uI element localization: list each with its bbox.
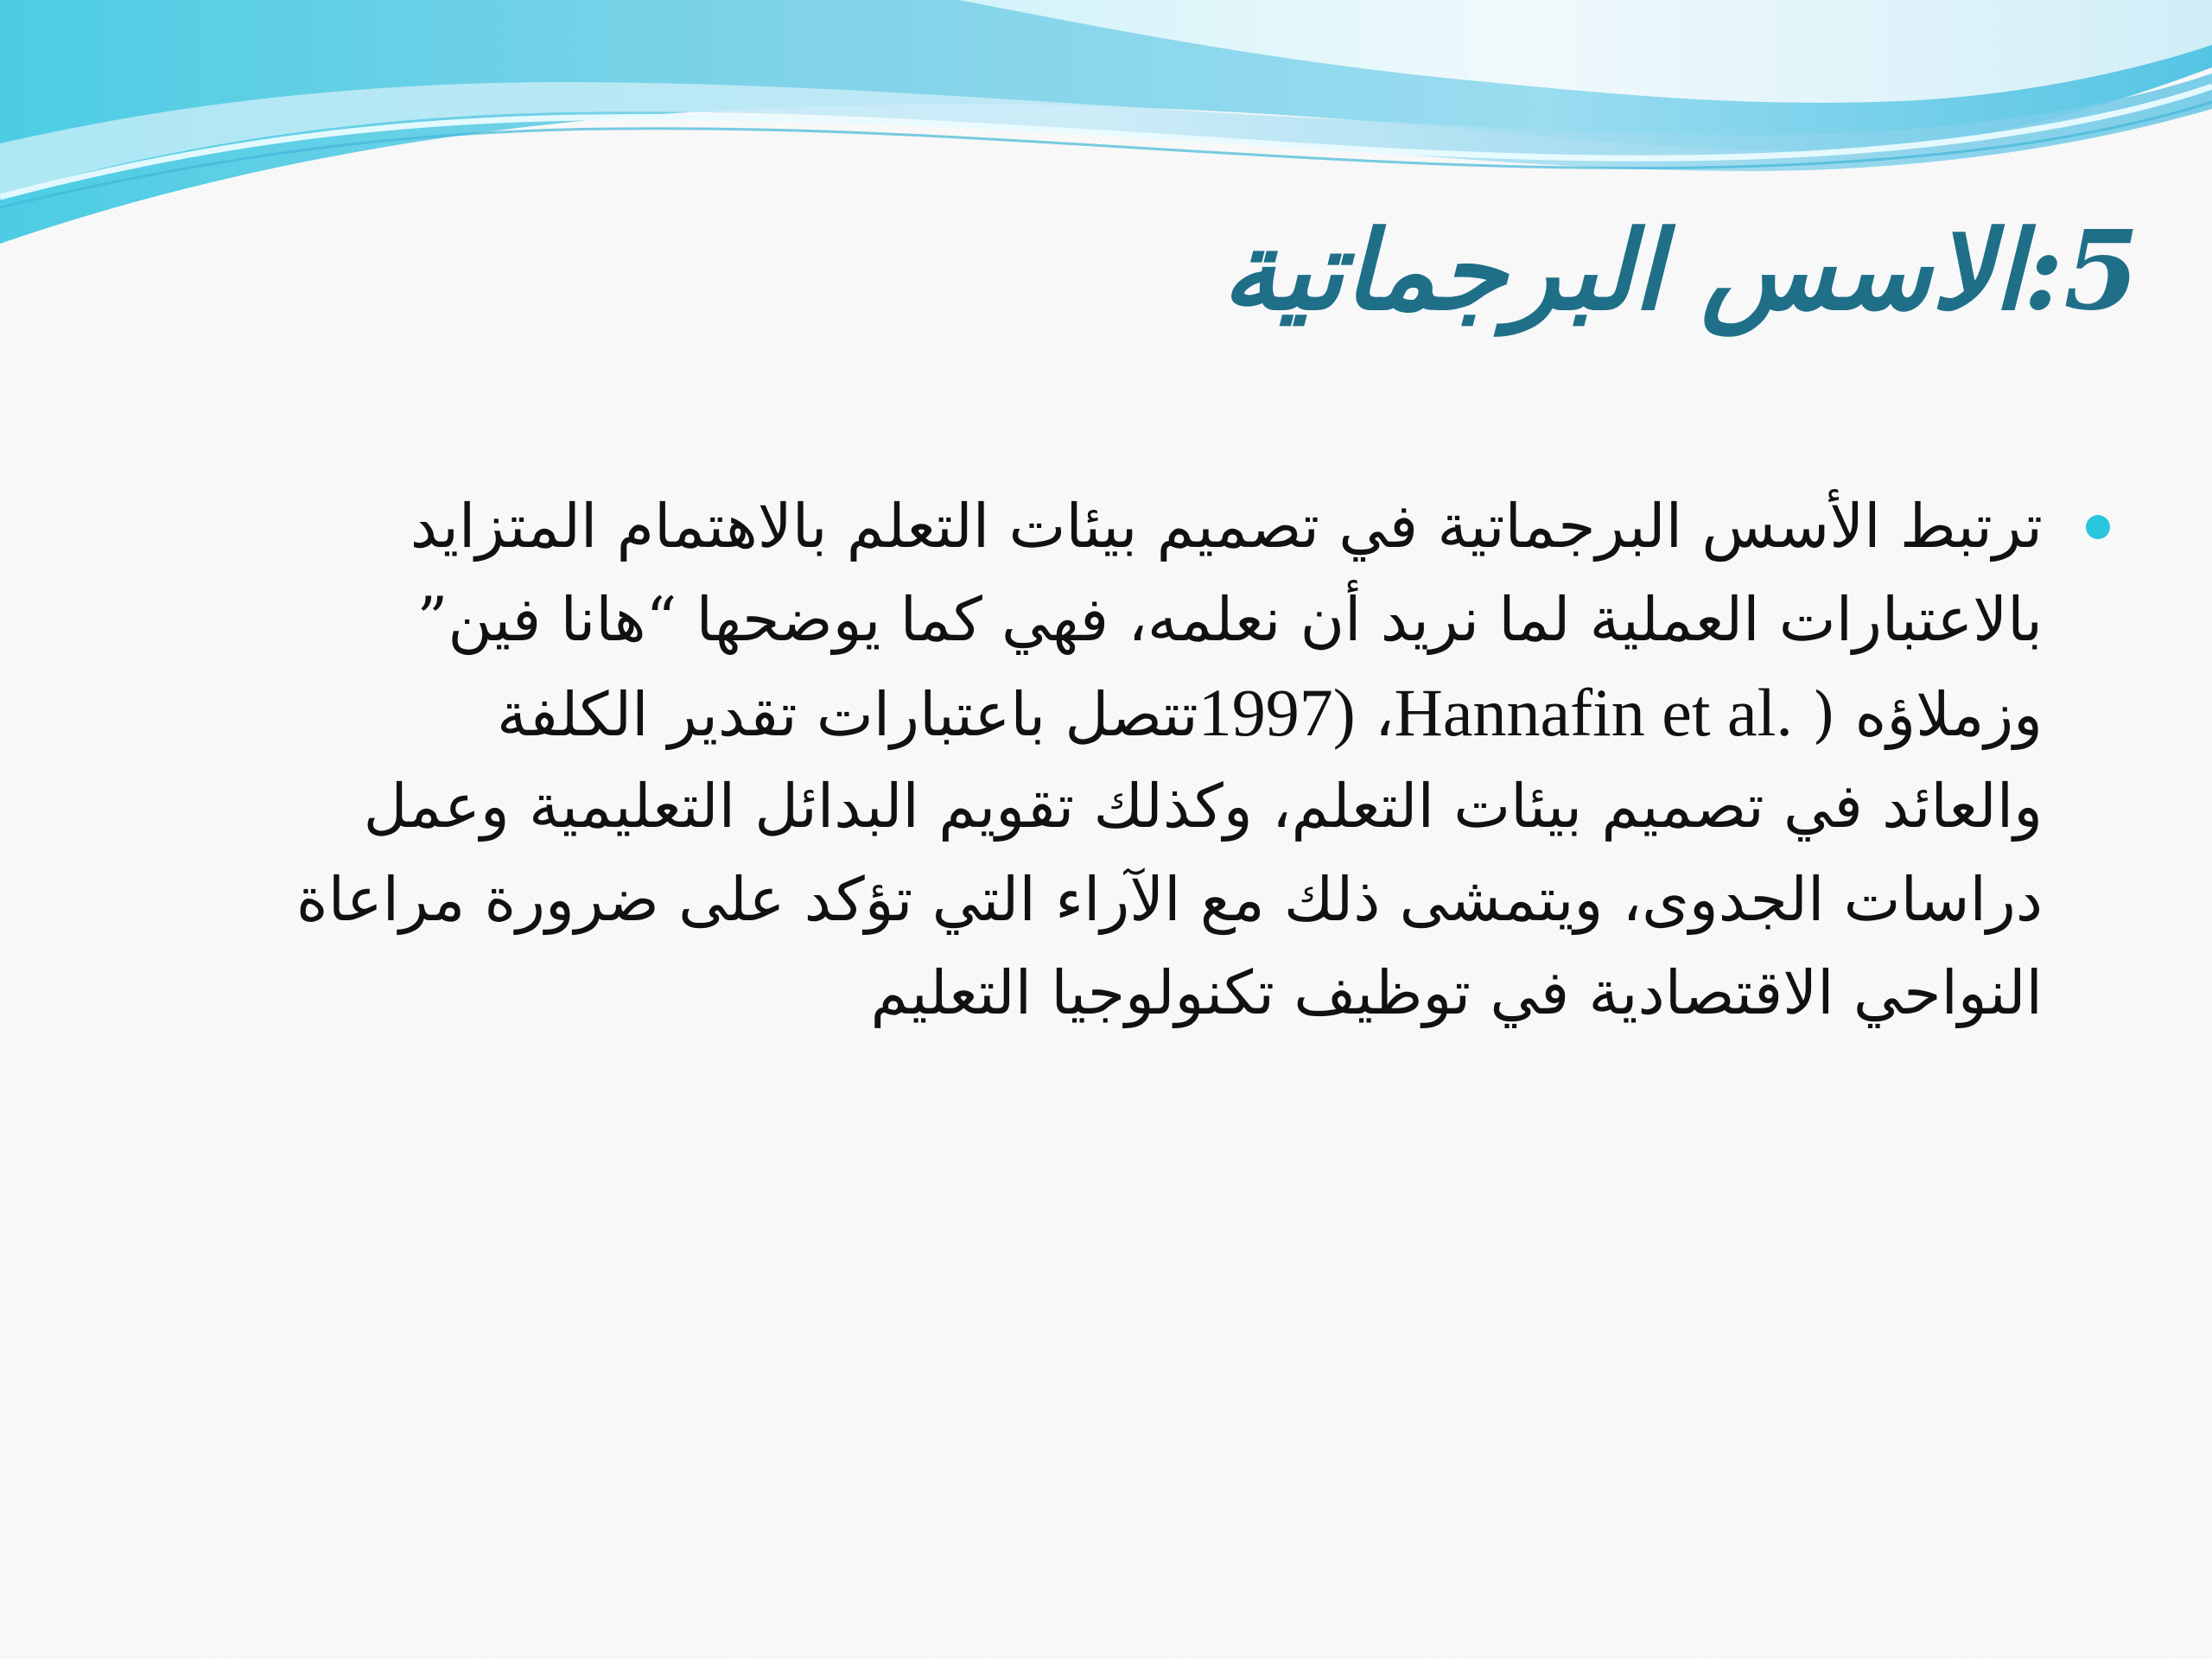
paragraph-line-4: والعائد في تصميم بيئات التعلم، وكذلك تقويم البدائل التعليمية وعمل — [363, 771, 2043, 842]
paragraph-line-5: دراسات الجدوى، ويتمشى ذلك مع الآراء التي تؤكد على ضرورة مراعاة — [296, 864, 2043, 935]
bullet-paragraph — [190, 480, 2126, 1039]
paragraph-line-6: النواحي الاقتصادية في توظيف تكنولوجيا التعليم — [870, 957, 2043, 1028]
round-bullet-icon — [2086, 515, 2110, 539]
paragraph-line-2: بالاعتبارات العملية لما نريد أن نعلمه، فهي كما يوضحها “هانا فين” — [416, 584, 2043, 655]
citation-year: 1997) — [1198, 675, 1356, 750]
paragraph-line-1: ترتبط الأسس البرجماتية في تصميم بيئات التعلم بالاهتمام المتزايد — [410, 491, 2043, 562]
paragraph-line-3 — [190, 666, 2043, 760]
citation-separator: ، — [1355, 679, 1395, 750]
slide-title: 5:الاسس البرجماتية — [1222, 207, 2139, 334]
citation-author: Hannafin et al. — [1394, 675, 1793, 750]
slide-body — [190, 480, 2126, 1067]
paragraph-line-3-end: تتصل باعتبارات تقدير الكلفة — [497, 679, 1198, 750]
paragraph-line-3-start: وزملاؤه ( — [1792, 679, 2043, 750]
